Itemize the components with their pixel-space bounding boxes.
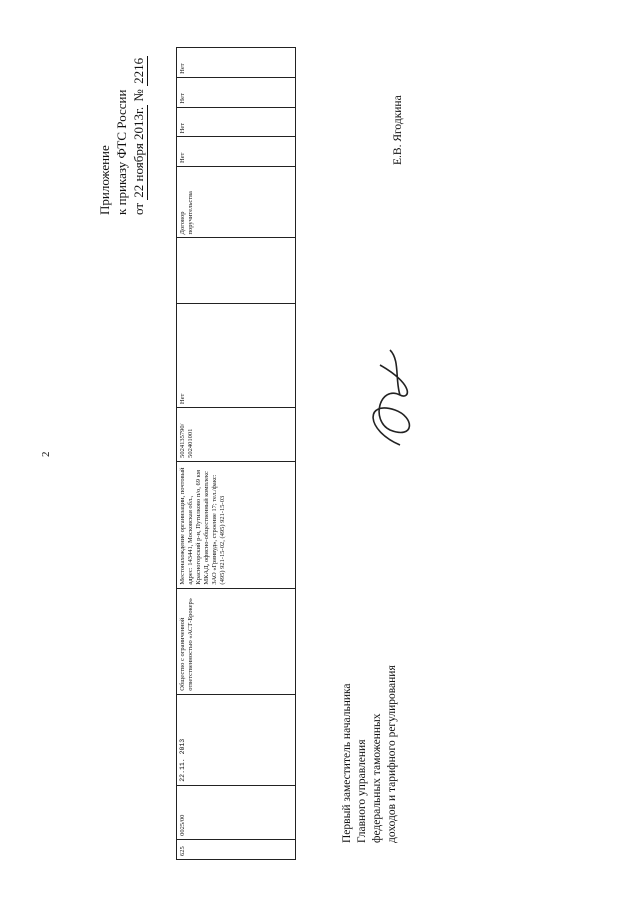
row-no-1: Нет [177, 304, 296, 408]
row-date: 22.11. 2013 [177, 694, 296, 785]
number-label: № [131, 89, 146, 102]
row-document: Договор поручительства [177, 167, 296, 238]
handwritten-signature [360, 345, 430, 455]
appendix-title: Приложение [97, 145, 112, 215]
row-no-2: Нет [177, 137, 296, 167]
appendix-date-line [130, 0, 148, 215]
order-date: 22 ноября 2013г. [131, 106, 146, 198]
row-address: Местонахождение организации, почтовый адрес: 143441, Московская обл., Красногорский р-н, Путилково п/о, 69 км МКАД, офисно-общественный комплекс ЗАО «Гринвуд», строение 17; тел./факс: (495) 921-15-02, (495) 921-15-03 [177, 461, 296, 588]
registry-table [176, 47, 296, 860]
row-empty [177, 238, 296, 304]
appendix-order-ref: к приказу ФТС России [114, 89, 129, 215]
signer-title-2: Главного управления [356, 739, 368, 843]
row-inn: 5024135790/ 502401001 [177, 408, 296, 462]
from-label: от [131, 202, 146, 215]
row-no-4: Нет [177, 77, 296, 107]
row-no-5: Нет [177, 48, 296, 78]
page-number: 2 [40, 451, 52, 457]
row-organization: Общество с ограниченной ответственностью «АСТ-Брокер» [177, 588, 296, 694]
signer-title-4: доходов и тарифного регулирования [386, 665, 398, 843]
signer-title-3: федеральных таможенных [371, 713, 383, 843]
signer-name: Е.В. Ягодкина [392, 95, 404, 165]
table-row [177, 48, 296, 860]
signer-block [340, 583, 400, 843]
appendix-header [96, 0, 148, 215]
signer-title-1: Первый заместитель начальника [341, 683, 353, 843]
row-index: 625 [177, 839, 296, 859]
row-no-3: Нет [177, 107, 296, 137]
order-number: 2216 [131, 57, 146, 84]
row-code: 0025/00 [177, 785, 296, 839]
